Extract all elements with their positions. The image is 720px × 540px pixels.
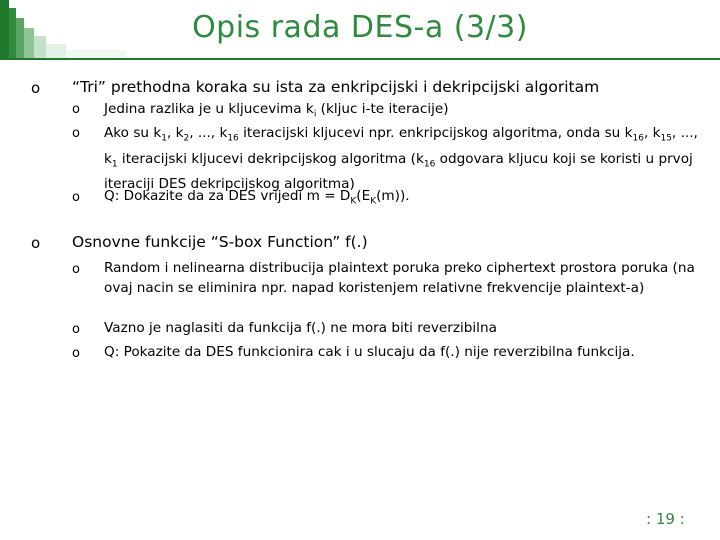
- section-heading: “Tri” prethodna koraka su ista za enkripcijski i dekripcijski algoritam: [72, 78, 600, 96]
- list-bullet: o: [72, 322, 80, 337]
- section-heading: Osnovne funkcije “S-box Function” f(.): [72, 233, 368, 251]
- list-item: Ako su $k_1$, $k_2$, ..., $k_{16}$ iteracijski kljucevi npr. enkripcijskog algoritma, onda su $k_{16}$, $k_{15}$, ..., $k_1$ iteracijski kljucevi dekripcijskog algoritma ($k_{16}$ odgovara kljucu koji se koristi u prvoj iteraciji DES dekripcijskog algoritma): [104, 125, 698, 193]
- list-item: Jedina razlika je u kljucevima $k_i$ (kljuc i-te iteracije): [104, 101, 449, 120]
- subscript: 2: [183, 133, 190, 144]
- subscript: K: [350, 196, 357, 207]
- list-bullet: o: [72, 262, 80, 277]
- page-title: Opis rada DES-a (3/3): [192, 10, 528, 45]
- section-bullet: o: [31, 79, 41, 97]
- list-bullet: o: [72, 126, 80, 141]
- list-bullet: o: [72, 346, 80, 361]
- subscript: 1: [111, 159, 118, 170]
- subscript: i: [313, 109, 317, 120]
- list-item: Random i nelinearna distribucija plaintext poruka preko ciphertext prostora poruka (na ovaj nacin se eliminira npr. napad koristenjem relativne frekvencije plaintext-a): [104, 260, 695, 296]
- subscript: K: [370, 196, 377, 207]
- list-bullet: o: [72, 102, 80, 117]
- list-item: Q: Dokazite da za DES vrijedi $m = D_K(E_K(m))$.: [104, 188, 410, 207]
- list-item: Vazno je naglasiti da funkcija f(.) ne mora biti reverzibilna: [104, 320, 497, 336]
- section-bullet: o: [31, 234, 41, 252]
- list-bullet: o: [72, 190, 80, 205]
- title-divider: [0, 58, 720, 60]
- subscript: 16: [423, 159, 436, 170]
- list-item: Q: Pokazite da DES funkcionira cak i u slucaju da f(.) nije reverzibilna funkcija.: [104, 344, 635, 360]
- subscript: 1: [161, 133, 167, 144]
- subscript: 16: [632, 133, 644, 144]
- subscript: 16: [227, 133, 239, 144]
- subscript: 15: [660, 133, 672, 144]
- page-number: : 19 :: [646, 510, 685, 528]
